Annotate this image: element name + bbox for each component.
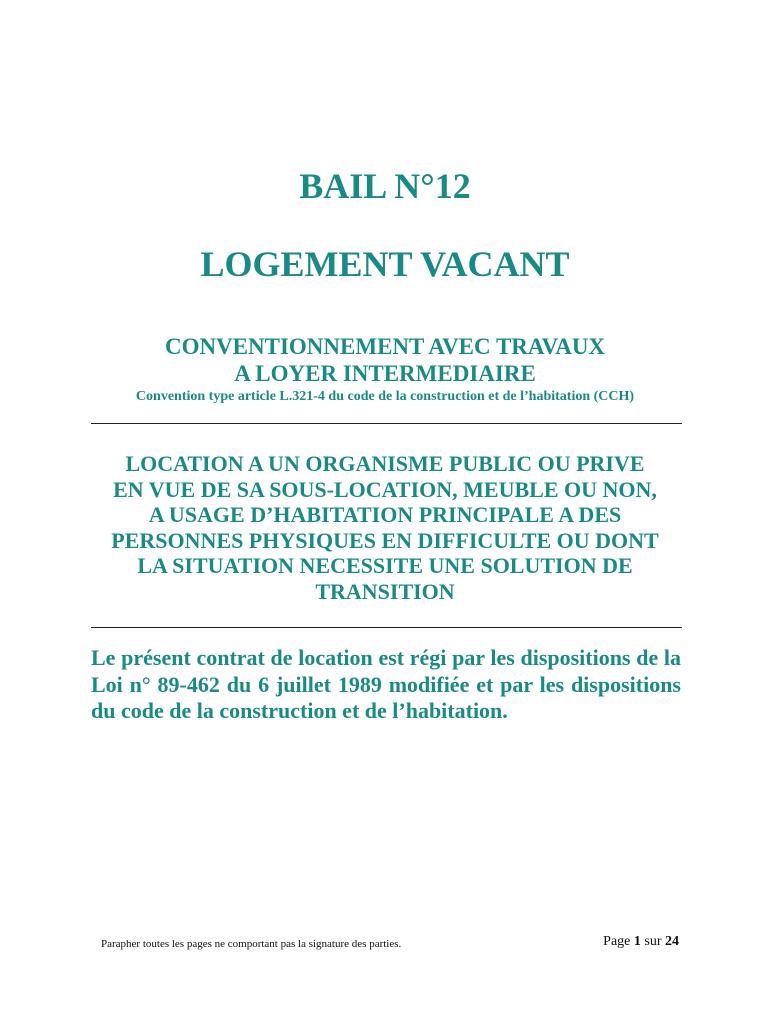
convention-heading-line-1: CONVENTIONNEMENT AVEC TRAVAUX [164,334,606,359]
location-line: EN VUE DE SA SOUS-LOCATION, MEUBLE OU NON, [113,476,657,502]
legal-statement: Le présent contrat de location est régi par les dispositions de la Loi n° 89-462 du 6 juillet 1989 modifiée et par les dispositions du code de la construction et de l’habitation. [91,645,681,723]
location-line: LOCATION A UN ORGANISME PUBLIC OU PRIVE [125,451,645,476]
page-number [603,933,679,951]
divider-top [91,423,682,424]
location-line: TRANSITION [315,578,455,604]
page-current: 1 [633,934,641,949]
convention-heading [0,333,770,387]
document-subtitle: LOGEMENT VACANT [200,244,570,284]
convention-note: Convention type article L.321-4 du code de la construction et de l’habitation (CCH) [135,389,635,404]
document-title: BAIL N°12 [299,166,471,206]
page-label: Page [603,934,631,949]
location-description [80,451,690,604]
divider-bottom [91,627,682,628]
footer-note: Parapher toutes les pages ne comportant pas la signature des parties. [101,938,402,950]
page-separator: sur [644,934,662,949]
page-total: 24 [665,934,679,949]
location-line: A USAGE D’HABITATION PRINCIPALE A DES [148,502,622,527]
location-line: PERSONNES PHYSIQUES EN DIFFICULTE OU DONT [111,527,659,553]
convention-heading-line-2: A LOYER INTERMEDIAIRE [234,361,536,386]
location-line: LA SITUATION NECESSITE UNE SOLUTION DE [137,553,633,578]
